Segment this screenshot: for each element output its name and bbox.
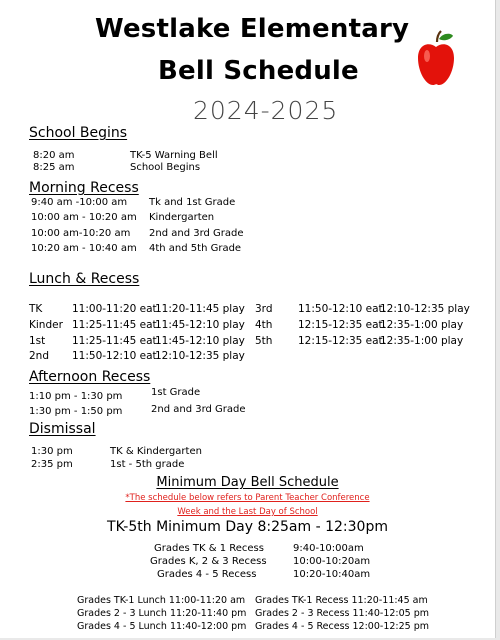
lunch-play-time: 12:35-1:00 play [380, 319, 464, 331]
morning-recess-label: Kindergarten [149, 212, 215, 223]
lunch-grade: 5th [255, 335, 273, 347]
morning-recess-label: 2nd and 3rd Grade [149, 228, 244, 239]
school-begins-time: 8:25 am [33, 162, 75, 173]
school-year: 2024-2025 [193, 96, 339, 125]
minimum-day-note: Week and the Last Day of School [177, 507, 318, 517]
lunch-eat-time: 11:50-12:10 eat. [298, 303, 386, 315]
lunch-play-time: 12:35-1:00 play [380, 335, 464, 347]
lunch-grade: 3rd [255, 303, 273, 315]
min-recess-time: 10:00-10:20am [293, 556, 371, 567]
min-recess-time: 9:40-10:00am [293, 543, 364, 554]
lunch-eat-time: 11:50-12:10 eat. [72, 350, 160, 362]
dismissal-time: 2:35 pm [31, 459, 73, 470]
min-lunch-recess: Grades 4 - 5 Recess 12:00-12:25 pm [255, 621, 430, 632]
minimum-day-heading: Minimum Day Bell Schedule [156, 475, 339, 490]
morning-recess-label: 4th and 5th Grade [149, 243, 242, 254]
lunch-grade: Kinder [29, 319, 63, 331]
dismissal-label: TK & Kindergarten [110, 446, 202, 457]
afternoon-recess-heading: Afternoon Recess [29, 369, 151, 385]
min-lunch: Grades 2 - 3 Lunch 11:20-11:40 pm [77, 608, 247, 619]
minimum-day-note: *The schedule below refers to Parent Teacher Conference [125, 493, 370, 503]
dismissal-time: 1:30 pm [31, 446, 73, 457]
min-recess-time: 10:20-10:40am [293, 569, 371, 580]
minimum-day-subtitle: TK-5th Minimum Day 8:25am - 12:30pm [107, 519, 388, 535]
title-line-1: Westlake Elementary [95, 14, 410, 44]
dismissal-label: 1st - 5th grade [110, 459, 185, 470]
lunch-grade: 1st [29, 335, 46, 347]
min-recess-label: Grades K, 2 & 3 Recess [150, 556, 267, 567]
lunch-grade: 4th [255, 319, 273, 331]
morning-recess-time: 10:00 am-10:20 am [31, 228, 131, 239]
morning-recess-time: 10:20 am - 10:40 am [31, 243, 137, 254]
min-recess-label: Grades 4 - 5 Recess [157, 569, 257, 580]
morning-recess-time: 10:00 am - 10:20 am [31, 212, 137, 223]
min-lunch: Grades 4 - 5 Lunch 11:40-12:00 pm [77, 621, 247, 632]
school-begins-heading: School Begins [29, 125, 128, 141]
afternoon-recess-label: 2nd and 3rd Grade [151, 404, 246, 415]
lunch-play-time: 11:45-12:10 play [155, 319, 245, 331]
lunch-play-time: 11:20-11:45 play [155, 303, 245, 315]
lunch-play-time: 12:10-12:35 play [155, 350, 245, 362]
morning-recess-time: 9:40 am -10:00 am [31, 197, 128, 208]
lunch-grade: 2nd [29, 350, 50, 362]
morning-recess-heading: Morning Recess [29, 180, 139, 196]
min-lunch-recess: Grades 2 - 3 Recess 11:40-12:05 pm [255, 608, 430, 619]
lunch-recess-heading: Lunch & Recess [29, 271, 140, 287]
lunch-eat-time: 11:00-11:20 eat. [72, 303, 160, 315]
apple-icon [416, 30, 456, 90]
afternoon-recess-time: 1:30 pm - 1:50 pm [29, 406, 123, 417]
morning-recess-label: Tk and 1st Grade [149, 197, 236, 208]
school-begins-time: 8:20 am [33, 150, 75, 161]
afternoon-recess-time: 1:10 pm - 1:30 pm [29, 391, 123, 402]
lunch-eat-time: 11:25-11:45 eat. [72, 319, 160, 331]
min-lunch-recess: Grades TK-1 Recess 11:20-11:45 am [255, 595, 428, 606]
school-begins-label: School Begins [130, 162, 201, 173]
lunch-grade: TK [29, 303, 43, 315]
afternoon-recess-label: 1st Grade [151, 387, 201, 398]
min-lunch: Grades TK-1 Lunch 11:00-11:20 am [77, 595, 246, 606]
dismissal-heading: Dismissal [29, 421, 96, 437]
lunch-eat-time: 12:15-12:35 eat. [298, 319, 386, 331]
title-line-2: Bell Schedule [158, 56, 359, 86]
lunch-eat-time: 11:25-11:45 eat. [72, 335, 160, 347]
lunch-play-time: 11:45-12:10 play [155, 335, 245, 347]
school-begins-label: TK-5 Warning Bell [130, 150, 218, 161]
min-recess-label: Grades TK & 1 Recess [154, 543, 264, 554]
lunch-play-time: 12:10-12:35 play [380, 303, 470, 315]
lunch-eat-time: 12:15-12:35 eat. [298, 335, 386, 347]
